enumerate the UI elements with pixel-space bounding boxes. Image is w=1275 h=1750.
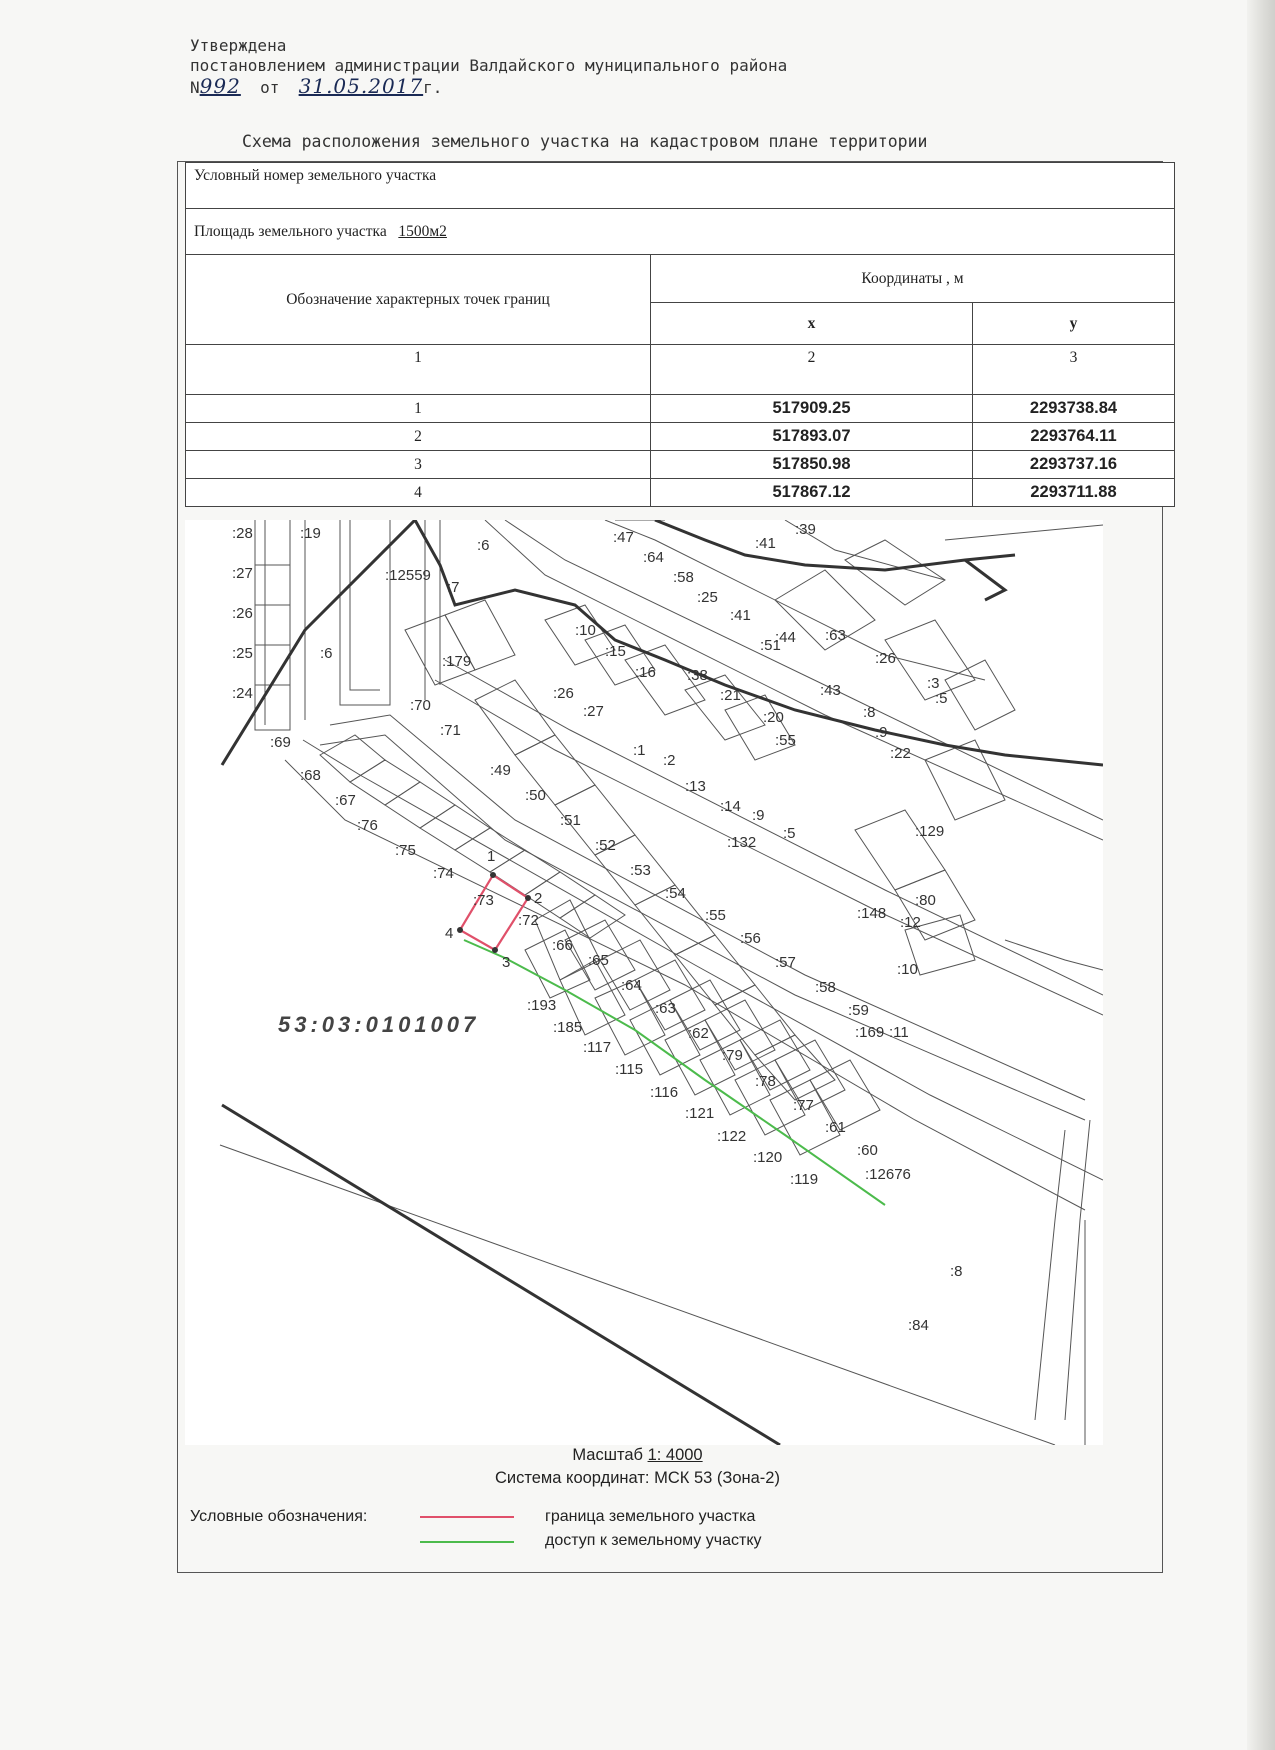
parcel-label: :7 [447, 579, 460, 596]
parcel-label: :57 [775, 954, 796, 971]
boundary-point-3 [492, 947, 498, 953]
parcel-label: :193 [527, 997, 557, 1014]
parcel-label: :69 [270, 734, 291, 751]
parcel-label: :65 [588, 952, 609, 969]
point-number: 4 [186, 479, 651, 507]
parcel-label: :12 [900, 914, 921, 931]
point-label-3: 3 [502, 954, 511, 971]
legend-line-access [420, 1541, 514, 1543]
parcel-label: :71 [440, 722, 461, 739]
parcel-label: :22 [890, 745, 911, 762]
approval-line-2: постановлением администрации Валдайского муниципального района [190, 56, 788, 75]
parcel-label: :76 [357, 817, 378, 834]
parcel-label: :28 [232, 525, 253, 542]
cadastral-map [185, 520, 1103, 1445]
point-number: 1 [186, 395, 651, 423]
parcel-label: :132 [727, 834, 757, 851]
coords-header: Координаты , м [651, 255, 1175, 303]
point-label-4: 4 [445, 925, 454, 942]
table-row [186, 479, 1175, 507]
year-suffix: г. [423, 78, 443, 97]
parcel-label: :52 [595, 837, 616, 854]
parcel-label: :66 [552, 937, 573, 954]
table-row [186, 451, 1175, 479]
parcel-label: :70 [410, 697, 431, 714]
parcel-label: :26 [553, 685, 574, 702]
parcel-label: :51 [560, 812, 581, 829]
area-row [186, 209, 1175, 255]
quarter-number: 53:03:0101007 [278, 1012, 480, 1037]
parcel-label: :2 [663, 752, 676, 769]
parcel-label: :73 [473, 892, 494, 909]
parcel-label: :120 [753, 1149, 783, 1166]
parcel-label: :41 [730, 607, 751, 624]
parcel-label: :6 [320, 645, 333, 662]
decree-number: 992 [199, 74, 241, 98]
parcel-label: :38 [687, 667, 708, 684]
parcel-label: :26 [875, 650, 896, 667]
from-word: от [260, 78, 280, 97]
y-value: 2293711.88 [973, 479, 1175, 507]
parcel-label: :77 [793, 1097, 814, 1114]
y-value: 2293738.84 [973, 395, 1175, 423]
table-row [186, 395, 1175, 423]
parcel-label: :185 [553, 1019, 583, 1036]
parcel-label: :74 [433, 865, 454, 882]
parcel-label: :59 [848, 1002, 869, 1019]
parcel-label: :53 [630, 862, 651, 879]
parcel-label: :49 [490, 762, 511, 779]
parcel-label: :55 [775, 732, 796, 749]
parcel-label: :122 [717, 1128, 747, 1145]
area-label: Площадь земельного участка [194, 222, 387, 240]
parcel-label: :72 [518, 912, 539, 929]
parcel-label: :67 [335, 792, 356, 809]
parcel-label: :64 [643, 549, 664, 566]
parcel-label: :119 [790, 1171, 819, 1188]
parcel-labels [232, 521, 963, 1334]
parcel-label: :5 [783, 825, 796, 842]
point-number: 3 [186, 451, 651, 479]
parcel-label: :54 [665, 885, 686, 902]
scheme-title: Схема расположения земельного участка на кадастровом плане территории [242, 132, 928, 151]
conditional-number-label: Условный номер земельного участка [186, 163, 1175, 209]
parcel-label: :21 [720, 687, 741, 704]
road-lines [222, 520, 1103, 1445]
parcel-label: :8 [950, 1263, 963, 1280]
parcel-label: :5 [935, 690, 948, 707]
parcel-label: :25 [697, 589, 718, 606]
parcel-label: :80 [915, 892, 936, 909]
boundary-point-2 [525, 895, 531, 901]
points-header: Обозначение характерных точек границ [186, 255, 651, 345]
x-value: 517893.07 [651, 423, 973, 451]
parcel-label: :148 [857, 905, 887, 922]
scale-label: Масштаб [572, 1446, 643, 1464]
parcel-label: :11 [889, 1024, 909, 1041]
boundary-point-1 [490, 872, 496, 878]
parcel-label: :58 [673, 569, 694, 586]
parcel-label: :115 [615, 1061, 644, 1078]
scale-line [0, 1446, 1275, 1465]
parcel-label: :55 [705, 907, 726, 924]
parcel-label: :25 [232, 645, 253, 662]
coordinate-system: Система координат: МСК 53 (Зона-2) [495, 1469, 780, 1487]
parcel-label: :27 [583, 703, 604, 720]
parcel-label: :19 [300, 525, 321, 542]
parcel-label: :10 [897, 961, 918, 978]
table-row [186, 423, 1175, 451]
parcel-label: :20 [763, 709, 784, 726]
parcel-label: :68 [300, 767, 321, 784]
col-number-1: 1 [186, 345, 651, 395]
parcel-label: :56 [740, 930, 761, 947]
parcel-label: :39 [795, 521, 816, 538]
y-value: 2293737.16 [973, 451, 1175, 479]
boundary-point-4 [457, 927, 463, 933]
parcel-label: :13 [685, 778, 706, 795]
parcel-label: :117 [583, 1039, 612, 1056]
x-header: x [651, 303, 973, 345]
y-value: 2293764.11 [973, 423, 1175, 451]
approval-line-3 [190, 76, 787, 98]
parcel-label: :9 [752, 807, 765, 824]
parcel-label: :79 [722, 1047, 743, 1064]
legend-title: Условные обозначения: [190, 1508, 368, 1525]
col-number-2: 2 [651, 345, 973, 395]
parcel-label: :6 [477, 537, 490, 554]
parcel-label: :62 [688, 1025, 709, 1042]
parcel-label: :47 [613, 529, 634, 546]
point-number: 2 [186, 423, 651, 451]
parcel-label: :75 [395, 842, 416, 859]
parcel-label: :129 [915, 823, 945, 840]
parcel-label: :179 [442, 653, 472, 670]
parcel-label: :15 [605, 643, 626, 660]
parcel-label: :24 [232, 685, 253, 702]
parcel-label: :26 [232, 605, 253, 622]
parcel-label: :60 [857, 1142, 878, 1159]
parcel-label: :41 [755, 535, 776, 552]
parcel-label: :64 [621, 977, 642, 994]
col-number-3: 3 [973, 345, 1175, 395]
parcel-label: :58 [815, 979, 836, 996]
x-value: 517909.25 [651, 395, 973, 423]
parcel-label: :1 [633, 742, 646, 759]
parcel-label: :9 [875, 724, 888, 741]
decree-date: 31.05.2017 [298, 74, 424, 98]
legend-label-boundary: граница земельного участка [545, 1508, 756, 1525]
point-label-2: 2 [534, 890, 543, 907]
legend-line-boundary [420, 1516, 514, 1518]
x-value: 517867.12 [651, 479, 973, 507]
parcel-label: :121 [685, 1105, 715, 1122]
point-label-1: 1 [487, 848, 496, 865]
y-header: y [973, 303, 1175, 345]
parcel-label: :169 [855, 1024, 885, 1041]
parcel-label: :61 [825, 1119, 846, 1136]
approval-line-1: Утверждена [190, 36, 287, 55]
parcel-label: :78 [755, 1073, 776, 1090]
parcel-label: :63 [825, 627, 846, 644]
parcel-label: :27 [232, 565, 253, 582]
parcel-label: :8 [863, 704, 876, 721]
parcel-label: :50 [525, 787, 546, 804]
legend-label-access: доступ к земельному участку [545, 1532, 762, 1549]
parcel-label: :12559 [385, 567, 431, 584]
parcel-label: :10 [575, 622, 596, 639]
parcel-label: :43 [820, 682, 841, 699]
coordinates-table [185, 162, 1175, 507]
x-value: 517850.98 [651, 451, 973, 479]
parcel-label: :84 [908, 1317, 929, 1334]
area-value: 1500м2 [398, 222, 447, 240]
approval-header [190, 36, 787, 98]
parcel-label: :14 [720, 798, 741, 815]
number-prefix: N [190, 78, 200, 97]
parcel-label: :16 [635, 664, 656, 681]
scale-value: 1: 4000 [647, 1446, 703, 1464]
parcel-label: :12676 [865, 1166, 911, 1183]
parcel-label: :51 [760, 637, 781, 654]
parcel-label: :3 [927, 675, 940, 692]
parcel-label: :116 [650, 1084, 679, 1101]
parcel-label: :44 [775, 629, 796, 646]
parcel-label: :63 [655, 1000, 676, 1017]
